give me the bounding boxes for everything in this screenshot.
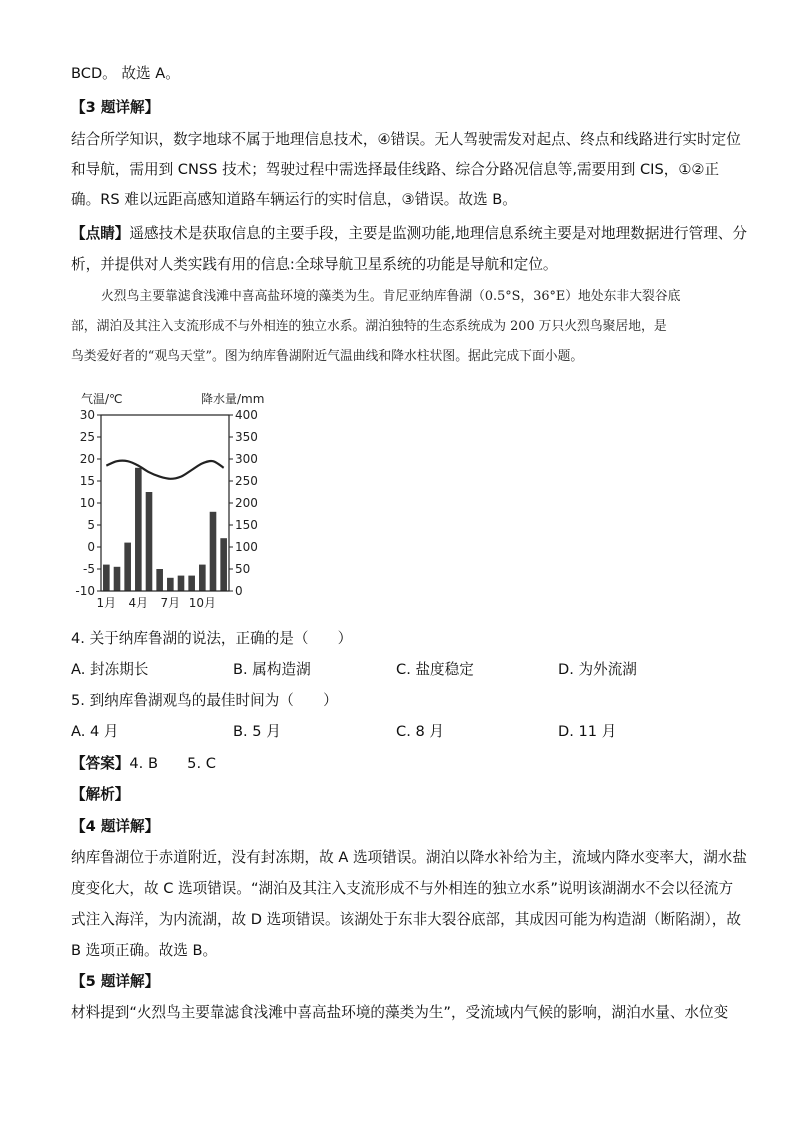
precip-bar — [103, 565, 110, 591]
material-line-3: 鸟类爱好者的“观鸟天堂”。图为纳库鲁湖附近气温曲线和降水柱状图。据此完成下面小题。 — [71, 349, 584, 364]
answer-text: 4. B 5. C — [129, 755, 216, 772]
q4-option-c: C. 盐度稳定 — [396, 661, 474, 678]
precip-tick-label: 50 — [235, 562, 251, 576]
climate-chart — [71, 385, 271, 613]
precip-bar — [114, 567, 121, 591]
precip-tick-label: 250 — [235, 474, 258, 488]
precip-bar — [220, 538, 227, 591]
material-line-1: 火烈鸟主要靠滤食浅滩中喜高盐环境的藻类为生。肯尼亚纳库鲁湖（0.5°S，36°E）地处东非大裂谷底 — [101, 289, 681, 304]
month-tick-label: 7月 — [160, 596, 181, 610]
answer-line — [71, 754, 216, 774]
q4d-line-4: B 选项正确。故选 B。 — [71, 942, 218, 959]
material-line-2: 部，湖泊及其注入支流形成不与外相连的独立水系。湖泊独特的生态系统成为 200 万只火烈鸟聚居地，是 — [71, 319, 667, 334]
temp-tick-label: 15 — [79, 474, 95, 488]
precip-bar — [124, 543, 131, 591]
temp-tick-label: 10 — [79, 496, 95, 510]
temp-tick-label: 25 — [79, 430, 95, 444]
precip-tick-label: 300 — [235, 452, 258, 466]
precip-bar — [135, 468, 142, 591]
temp-tick-label: 0 — [87, 540, 95, 554]
q4d-line-2: 度变化大，故 C 选项错误。“湖泊及其注入支流形成不与外相连的独立水系”说明该湖湖水不会以径流方 — [71, 880, 734, 897]
precip-tick-label: 400 — [235, 408, 258, 422]
tip-line-2: 析，并提供对人类实践有用的信息:全球导航卫星系统的功能是导航和定位。 — [71, 256, 558, 273]
q4-option-b: B. 属构造湖 — [233, 661, 311, 678]
month-tick-label: 4月 — [128, 596, 149, 610]
temperature-curve — [106, 461, 223, 479]
precip-tick-label: 200 — [235, 496, 258, 510]
q4d-line-3: 式注入海洋，为内流湖，故 D 选项错误。该湖处于东非大裂谷底部，其成因可能为构造湖（断陷湖），故 — [71, 911, 741, 928]
q3-line-2: 和导航，需用到 CNSS 技术；驾驶过程中需选择最佳线路、综合分路况信息等,需要用到 CIS，①②正 — [71, 161, 720, 178]
q4-option-d: D. 为外流湖 — [558, 661, 637, 678]
tip-paragraph — [71, 224, 747, 244]
q4d-heading: 【4 题详解】 — [71, 818, 160, 835]
answer-label: 【答案】 — [71, 755, 130, 772]
precip-tick-label: 150 — [235, 518, 258, 532]
q4-stem: 4. 关于纳库鲁湖的说法，正确的是（ ） — [71, 630, 353, 647]
precip-axis-label: 降水量/mm — [201, 392, 265, 406]
temp-axis-label: 气温/℃ — [81, 392, 123, 406]
q4d-line-1: 纳库鲁湖位于赤道附近，没有封冻期，故 A 选项错误。湖泊以降水补给为主，流域内降水变率大，湖水盐 — [71, 849, 747, 866]
temp-tick-label: -10 — [75, 584, 95, 598]
precip-bar — [146, 492, 153, 591]
q5-stem: 5. 到纳库鲁湖观鸟的最佳时间为（ ） — [71, 692, 338, 709]
temp-tick-label: 30 — [79, 408, 95, 422]
temp-tick-label: 20 — [79, 452, 95, 466]
precip-bar — [167, 578, 174, 591]
temp-tick-label: -5 — [83, 562, 95, 576]
precip-bar — [156, 569, 163, 591]
precip-bar — [199, 565, 206, 591]
month-tick-label: 1月 — [96, 596, 117, 610]
tip-line-1: 遥感技术是获取信息的主要手段，主要是监测功能,地理信息系统主要是对地理数据进行管理、分 — [129, 225, 747, 242]
precip-bar — [188, 576, 195, 591]
q3-line-1: 结合所学知识，数字地球不属于地理信息技术，④错误。无人驾驶需发对起点、终点和线路进行实时定位 — [71, 131, 741, 148]
q5-option-b: B. 5 月 — [233, 723, 281, 740]
precip-tick-label: 0 — [235, 584, 243, 598]
precip-bar — [210, 512, 217, 591]
analysis-label: 【解析】 — [71, 786, 130, 803]
q5d-line-1: 材料提到“火烈鸟主要靠滤食浅滩中喜高盐环境的藻类为生”，受流域内气候的影响，湖泊水量、水位变 — [71, 1004, 729, 1021]
month-tick-label: 10月 — [188, 596, 216, 610]
precip-tick-label: 350 — [235, 430, 258, 444]
q3-heading: 【3 题详解】 — [71, 99, 160, 116]
q5-option-a: A. 4 月 — [71, 723, 119, 740]
prev-answer-tail: BCD。 故选 A。 — [71, 65, 180, 82]
temp-tick-label: 5 — [87, 518, 95, 532]
q5d-heading: 【5 题详解】 — [71, 973, 160, 990]
q5-option-c: C. 8 月 — [396, 723, 444, 740]
q4-option-a: A. 封冻期长 — [71, 661, 149, 678]
q5-option-d: D. 11 月 — [558, 723, 617, 740]
q3-line-3: 确。RS 难以远距高感知道路车辆运行的实时信息，③错误。故选 B。 — [71, 191, 517, 208]
tip-heading: 【点睛】 — [71, 225, 130, 242]
precip-tick-label: 100 — [235, 540, 258, 554]
precip-bar — [178, 576, 185, 591]
